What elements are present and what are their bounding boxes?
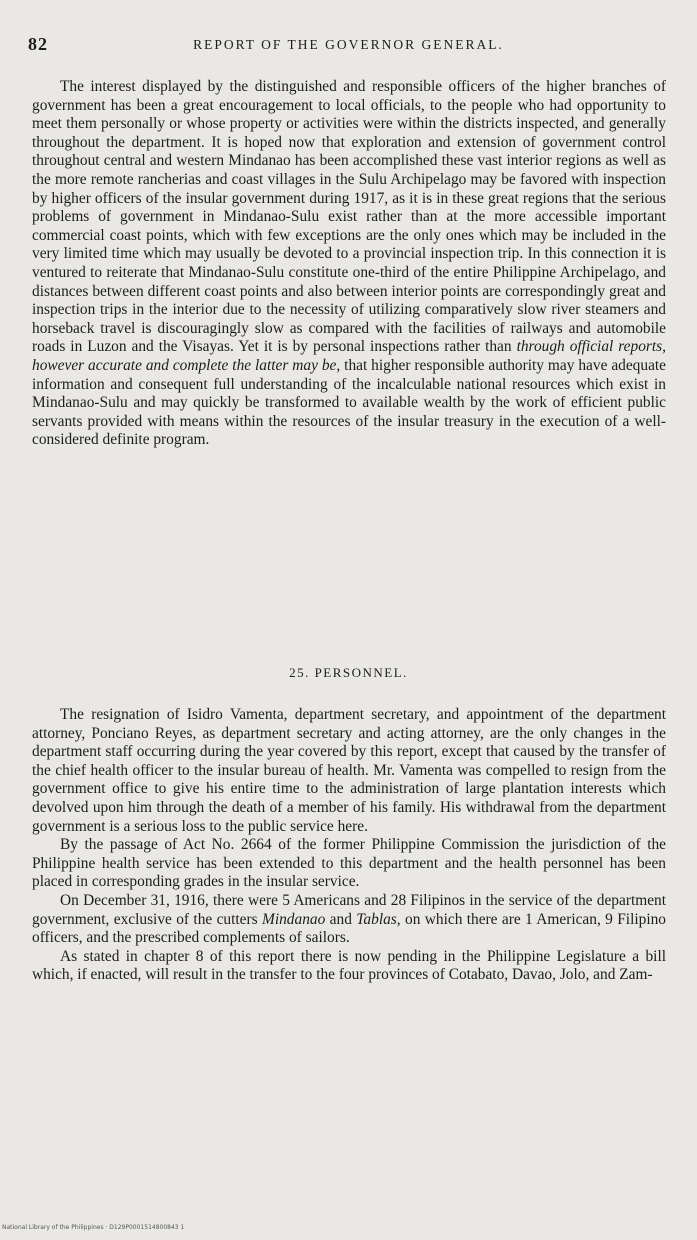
- conjunction: and: [325, 910, 357, 928]
- running-head: [0, 34, 697, 58]
- paragraph-inspection: [32, 78, 666, 450]
- paragraph-text: The interest displayed by the distinguished and responsible officers of the higher branches of government has been a great encouragement to local officials, to the people who had opportunity to meet them personally or whose property or activities were within the districts inspected, and generally throughout the department. It is hoped now that exploration and extension of government control throughout central and western Mindanao has been accomplished these vast interior regions as well as the more remote rancherias and coast villages in the Sulu Archipelago may be favored with inspection by higher officers of the insular government during 1917, as it is in these great regions that the serious problems of government in Mindanao-Sulu exist rather than at the more accessible important commercial coast points, which with few exceptions are the only ones which may be included in the very limited time which may usually be devoted to a provincial inspection trip. In this connection it is ventured to reiterate that Mindanao-Sulu constitute one-third of the entire Philippine Archipelago, and distances between different coast points and also between interior points are correspondingly great and inspection trips in the interior due to the necessity of utilizing comparatively slow river steamers and horseback travel is discouragingly slow as compared with the facilities of railways and automobile roads in Luzon and the Visayas. Yet it is by personal inspections rather than: [32, 78, 666, 356]
- paragraph-staff-count: [32, 892, 666, 948]
- body-text-lower: [32, 706, 666, 985]
- scan-credit: National Library of the Philippines · D129P0001514800843 1: [2, 1224, 185, 1231]
- italic-phrase: through official reports, however accurate and complete the latter may be,: [32, 338, 666, 374]
- body-text-upper: [32, 78, 666, 450]
- header-title: REPORT OF THE GOVERNOR GENERAL.: [193, 37, 504, 52]
- section-heading-personnel: 25. PERSONNEL.: [289, 665, 408, 680]
- paragraph-legislature: As stated in chapter 8 of this report there is now pending in the Philippine Legislature a bill which, if enacted, will result in the transfer to the four provinces of Cotabato, Davao, Jolo, and Zam-: [32, 947, 666, 984]
- vessel-name: Mindanao: [262, 910, 326, 928]
- paragraph-health-service: By the passage of Act No. 2664 of the former Philippine Commission the jurisdiction of the Philippine health service has been extended to this department and the health personnel has been placed in corresponding grades in the insular service.: [32, 836, 666, 891]
- staff-count-text-end: , on which there are 1 American, 9 Filipino officers, and the prescribed complements of sailors.: [32, 910, 666, 947]
- vessel-name: Tablas: [356, 910, 397, 928]
- page-number: 82: [28, 34, 48, 54]
- paragraph-resignation: The resignation of Isidro Vamenta, department secretary, and appointment of the department attorney, Ponciano Reyes, as department secretary and acting attorney, are the only changes in the department staff occurring during the year covered by this report, except that caused by the transfer of the chief health officer to the insular bureau of health. Mr. Vamenta was compelled to resign from the government office to give his entire time to the administration of large plantation interests which devolved upon him through the death of a member of his family. His withdrawal from the department government is a serious loss to the public service here.: [32, 706, 666, 835]
- paragraph-text-end: that higher responsible authority may have adequate information and consequent full understanding of the incalculable national resources which exist in Mindanao-Sulu and may quickly be transformed to available wealth by the work of efficient public servants provided with means within the resources of the insular treasury in the execution of a well-considered definite program.: [32, 356, 667, 449]
- staff-count-text: On December 31, 1916, there were 5 Americans and 28 Filipinos in the service of the department government, exclusive of the cutters: [32, 891, 666, 928]
